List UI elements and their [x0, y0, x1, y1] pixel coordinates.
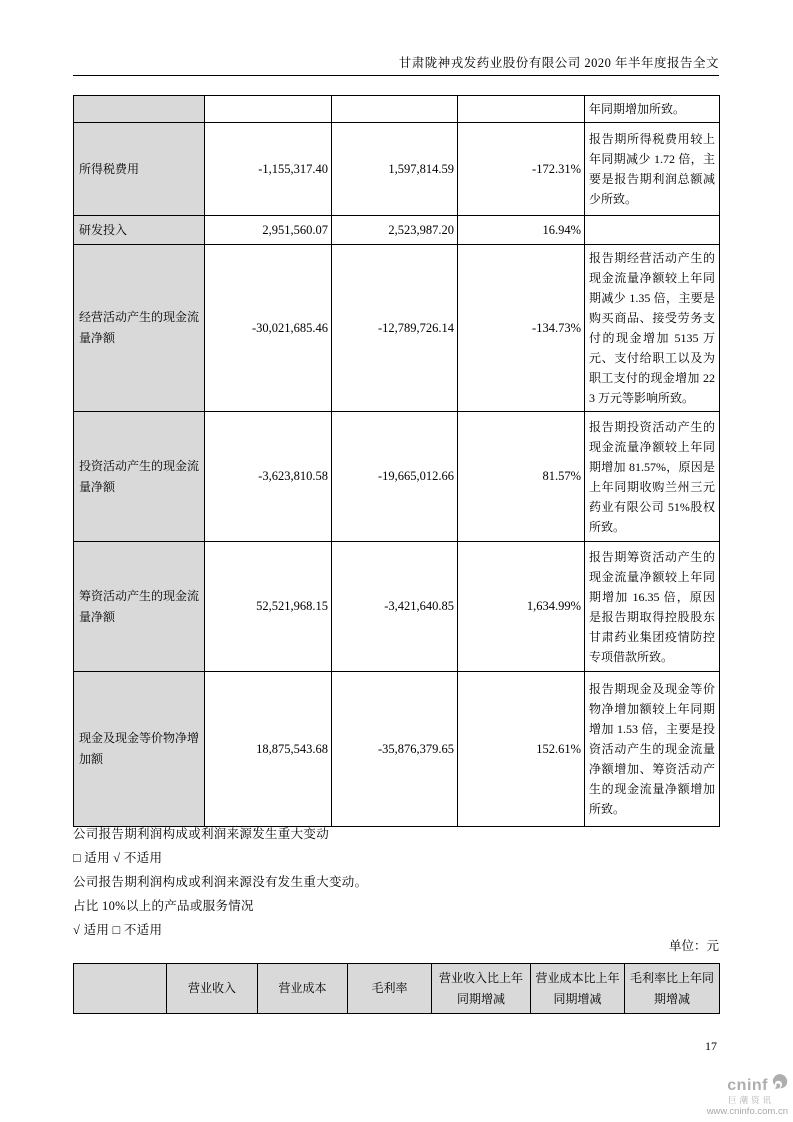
- table-row-net-cash-increase: [74, 672, 720, 827]
- cninfo-logo-top: [707, 1073, 788, 1094]
- note-applicable-checkline-1: □ 适用 √ 不适用: [73, 851, 163, 865]
- header-cost-cell: 营业成本: [258, 964, 348, 1014]
- change-reason-cell: 报告期现金及现金等价物净增加额较上年同期增加 1.53 倍，主要是投资活动产生的现金流量净额增加、筹资活动产生的现金流量净额增加所致。: [585, 672, 720, 827]
- table-row-continued: [74, 96, 720, 123]
- notes-block: [73, 822, 719, 942]
- products-table-header-row: [74, 964, 720, 1014]
- products-services-table: [73, 963, 720, 1014]
- prior-period-cell: -3,421,640.85: [332, 542, 458, 672]
- change-reason-cell: 报告期投资活动产生的现金流量净额较上年同期增加 81.57%，原因是上年同期收购兰州三元药业有限公司 51%股权所致。: [585, 412, 720, 542]
- change-ratio-cell: [458, 96, 585, 123]
- header-empty-cell: [74, 964, 167, 1014]
- change-reason-cell: 报告期经营活动产生的现金流量净额较上年同期减少 1.35 倍，主要是购买商品、接受劳务支付的现金增加 5135 万元、支付给职工以及为职工支付的现金增加 223 万元等影响所致。: [585, 245, 720, 412]
- note-applicable-checkline-2: √ 适用 □ 不适用: [73, 923, 163, 937]
- change-reason-cell: 年同期增加所致。: [585, 96, 720, 123]
- table-row-financing-cash-flow: [74, 542, 720, 672]
- change-ratio-cell: 1,634.99%: [458, 542, 585, 672]
- current-period-cell: [205, 96, 332, 123]
- current-period-cell: -1,155,317.40: [205, 123, 332, 216]
- current-period-cell: 18,875,543.68: [205, 672, 332, 827]
- current-period-cell: -30,021,685.46: [205, 245, 332, 412]
- row-label-cell: 现金及现金等价物净增加额: [74, 672, 205, 827]
- header-gross-margin-cell: 毛利率: [348, 964, 432, 1014]
- current-period-cell: 2,951,560.07: [205, 216, 332, 245]
- current-period-cell: 52,521,968.15: [205, 542, 332, 672]
- table-row-rd-investment: [74, 216, 720, 245]
- change-ratio-cell: 81.57%: [458, 412, 585, 542]
- cninfo-url: www.cninfo.com.cn: [706, 1105, 788, 1117]
- note-products-over-10pct-heading: 占比 10%以上的产品或服务情况: [73, 899, 254, 913]
- note-profit-no-change-statement: 公司报告期利润构成或利润来源没有发生重大变动。: [73, 875, 368, 889]
- cninfo-logo: [707, 1073, 788, 1116]
- cninfo-swirl-icon: [770, 1073, 788, 1095]
- prior-period-cell: -12,789,726.14: [332, 245, 458, 412]
- prior-period-cell: -35,876,379.65: [332, 672, 458, 827]
- header-revenue-cell: 营业收入: [167, 964, 258, 1014]
- row-label-cell: 所得税费用: [74, 123, 205, 216]
- header-margin-yoy-cell: 毛利率比上年同期增减: [625, 964, 720, 1014]
- financial-changes-table: [73, 95, 720, 827]
- change-reason-cell: 报告期所得税费用较上年同期减少 1.72 倍，主要是报告期利润总额减少所致。: [585, 123, 720, 216]
- prior-period-cell: [332, 96, 458, 123]
- row-label-cell: 经营活动产生的现金流量净额: [74, 245, 205, 412]
- prior-period-cell: 2,523,987.20: [332, 216, 458, 245]
- table-row-operating-cash-flow: [74, 245, 720, 412]
- change-reason-cell: [585, 216, 720, 245]
- prior-period-cell: 1,597,814.59: [332, 123, 458, 216]
- row-label-cell: [74, 96, 205, 123]
- table-row-income-tax: [74, 123, 720, 216]
- table-row-investing-cash-flow: [74, 412, 720, 542]
- current-period-cell: -3,623,810.58: [205, 412, 332, 542]
- row-label-cell: 研发投入: [74, 216, 205, 245]
- change-ratio-cell: -172.31%: [458, 123, 585, 216]
- change-reason-cell: 报告期筹资活动产生的现金流量净额较上年同期增加 16.35 倍，原因是报告期取得控股股东甘肃药业集团疫情防控专项借款所致。: [585, 542, 720, 672]
- change-ratio-cell: 16.94%: [458, 216, 585, 245]
- cninfo-brand-text: cninf: [727, 1077, 768, 1094]
- header-revenue-yoy-cell: 营业收入比上年同期增减: [432, 964, 531, 1014]
- page-number: 17: [705, 1039, 717, 1053]
- cninfo-chinese-name: 巨潮资讯: [727, 1095, 774, 1105]
- row-label-cell: 投资活动产生的现金流量净额: [74, 412, 205, 542]
- row-label-cell: 筹资活动产生的现金流量净额: [74, 542, 205, 672]
- note-profit-change-heading: 公司报告期利润构成或利润来源发生重大变动: [73, 827, 330, 841]
- header-cost-yoy-cell: 营业成本比上年同期增减: [531, 964, 625, 1014]
- header-rule: [73, 75, 719, 76]
- change-ratio-cell: 152.61%: [458, 672, 585, 827]
- report-header-title: 甘肃陇神戎发药业股份有限公司 2020 年半年度报告全文: [398, 56, 719, 70]
- unit-label: 单位：元: [668, 939, 719, 953]
- change-ratio-cell: -134.73%: [458, 245, 585, 412]
- prior-period-cell: -19,665,012.66: [332, 412, 458, 542]
